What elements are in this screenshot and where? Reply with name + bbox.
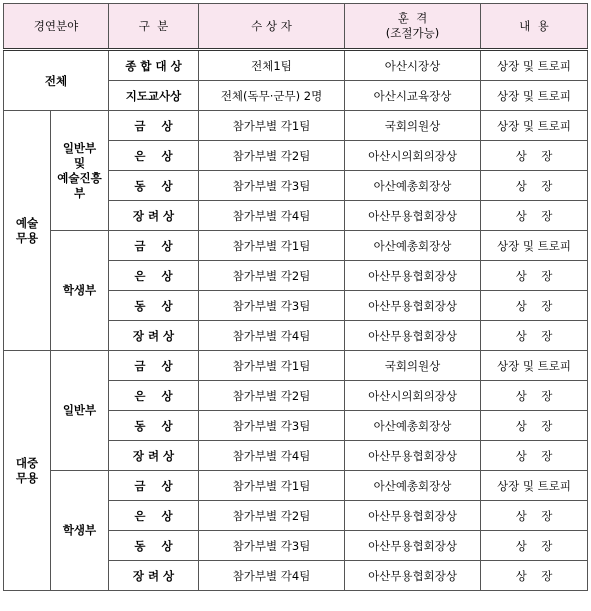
header-content: 내 용 [481,4,588,50]
award-cell: 동 상 [109,171,199,201]
rank-cell: 아산무용협회장상 [345,291,481,321]
award-cell: 은 상 [109,381,199,411]
rank-cell: 아산무용협회장상 [345,501,481,531]
group-label: 일반부 [51,351,109,471]
rank-cell: 아산예총회장상 [345,411,481,441]
award-cell: 금 상 [109,351,199,381]
recipients-cell: 참가부별 각3팀 [199,291,345,321]
award-cell: 금 상 [109,231,199,261]
award-cell: 은 상 [109,501,199,531]
group-label: 일반부 및 예술진흥 부 [51,111,109,231]
award-cell: 은 상 [109,261,199,291]
award-cell: 동 상 [109,411,199,441]
section-overall-label: 전체 [4,50,109,111]
table-body [4,50,588,591]
recipients-cell: 참가부별 각4팀 [199,321,345,351]
recipients-cell: 참가부별 각2팀 [199,381,345,411]
recipients-cell: 참가부별 각3팀 [199,531,345,561]
recipients-cell: 참가부별 각1팀 [199,471,345,501]
rank-cell: 아산무용협회장상 [345,321,481,351]
recipients-cell: 참가부별 각1팀 [199,231,345,261]
award-cell: 동 상 [109,531,199,561]
rank-cell: 아산예총회장상 [345,471,481,501]
header-recipients: 수 상 자 [199,4,345,50]
recipients-cell: 전체(독무·군무) 2명 [199,81,345,111]
content-cell: 상 장 [481,441,588,471]
awards-table [3,3,588,591]
recipients-cell: 참가부별 각1팀 [199,351,345,381]
content-cell: 상 장 [481,531,588,561]
section-art-dance-label: 예술 무용 [4,111,51,351]
rank-cell: 아산무용협회장상 [345,201,481,231]
rank-cell: 국회의원상 [345,351,481,381]
content-cell: 상 장 [481,291,588,321]
recipients-cell: 참가부별 각3팀 [199,411,345,441]
award-cell: 지도교사상 [109,81,199,111]
recipients-cell: 참가부별 각2팀 [199,261,345,291]
group-label: 학생부 [51,471,109,591]
content-cell: 상장 및 트로피 [481,50,588,81]
header-division: 구 분 [109,4,199,50]
group-label: 학생부 [51,231,109,351]
rank-cell: 아산무용협회장상 [345,261,481,291]
content-cell: 상 장 [481,321,588,351]
award-cell: 동 상 [109,291,199,321]
recipients-cell: 참가부별 각2팀 [199,501,345,531]
recipients-cell: 참가부별 각2팀 [199,141,345,171]
content-cell: 상장 및 트로피 [481,111,588,141]
header-row [4,4,588,50]
content-cell: 상장 및 트로피 [481,81,588,111]
rank-cell: 아산무용협회장상 [345,561,481,591]
awards-document [3,3,588,591]
recipients-cell: 참가부별 각4팀 [199,561,345,591]
header-field: 경연분야 [4,4,109,50]
table-row [4,111,588,141]
recipients-cell: 참가부별 각3팀 [199,171,345,201]
content-cell: 상 장 [481,561,588,591]
table-row [4,471,588,501]
section-popular-dance-label: 대중 무용 [4,351,51,591]
award-cell: 장 려 상 [109,561,199,591]
content-cell: 상 장 [481,501,588,531]
rank-cell: 아산시교육장상 [345,81,481,111]
table-row [4,351,588,381]
rank-cell: 아산예총회장상 [345,231,481,261]
recipients-cell: 참가부별 각4팀 [199,201,345,231]
content-cell: 상 장 [481,261,588,291]
rank-cell: 아산무용협회장상 [345,441,481,471]
content-cell: 상 장 [481,381,588,411]
award-cell: 금 상 [109,471,199,501]
content-cell: 상 장 [481,171,588,201]
rank-cell: 아산예총회장상 [345,171,481,201]
content-cell: 상 장 [481,141,588,171]
rank-cell: 아산시장상 [345,50,481,81]
content-cell: 상 장 [481,411,588,441]
award-cell: 장 려 상 [109,201,199,231]
rank-cell: 국회의원상 [345,111,481,141]
content-cell: 상장 및 트로피 [481,351,588,381]
award-cell: 은 상 [109,141,199,171]
award-cell: 금 상 [109,111,199,141]
award-cell: 장 려 상 [109,441,199,471]
recipients-cell: 참가부별 각4팀 [199,441,345,471]
rank-cell: 아산시의회의장상 [345,141,481,171]
recipients-cell: 전체1팀 [199,50,345,81]
rank-cell: 아산시의회의장상 [345,381,481,411]
table-row [4,231,588,261]
award-cell: 종 합 대 상 [109,50,199,81]
content-cell: 상장 및 트로피 [481,471,588,501]
header-rank-note: (조절가능) [385,26,440,40]
content-cell: 상 장 [481,201,588,231]
content-cell: 상장 및 트로피 [481,231,588,261]
header-rank-label: 훈 격 [397,11,428,25]
header-rank [345,4,481,50]
recipients-cell: 참가부별 각1팀 [199,111,345,141]
table-row [4,50,588,81]
rank-cell: 아산무용협회장상 [345,531,481,561]
award-cell: 장 려 상 [109,321,199,351]
